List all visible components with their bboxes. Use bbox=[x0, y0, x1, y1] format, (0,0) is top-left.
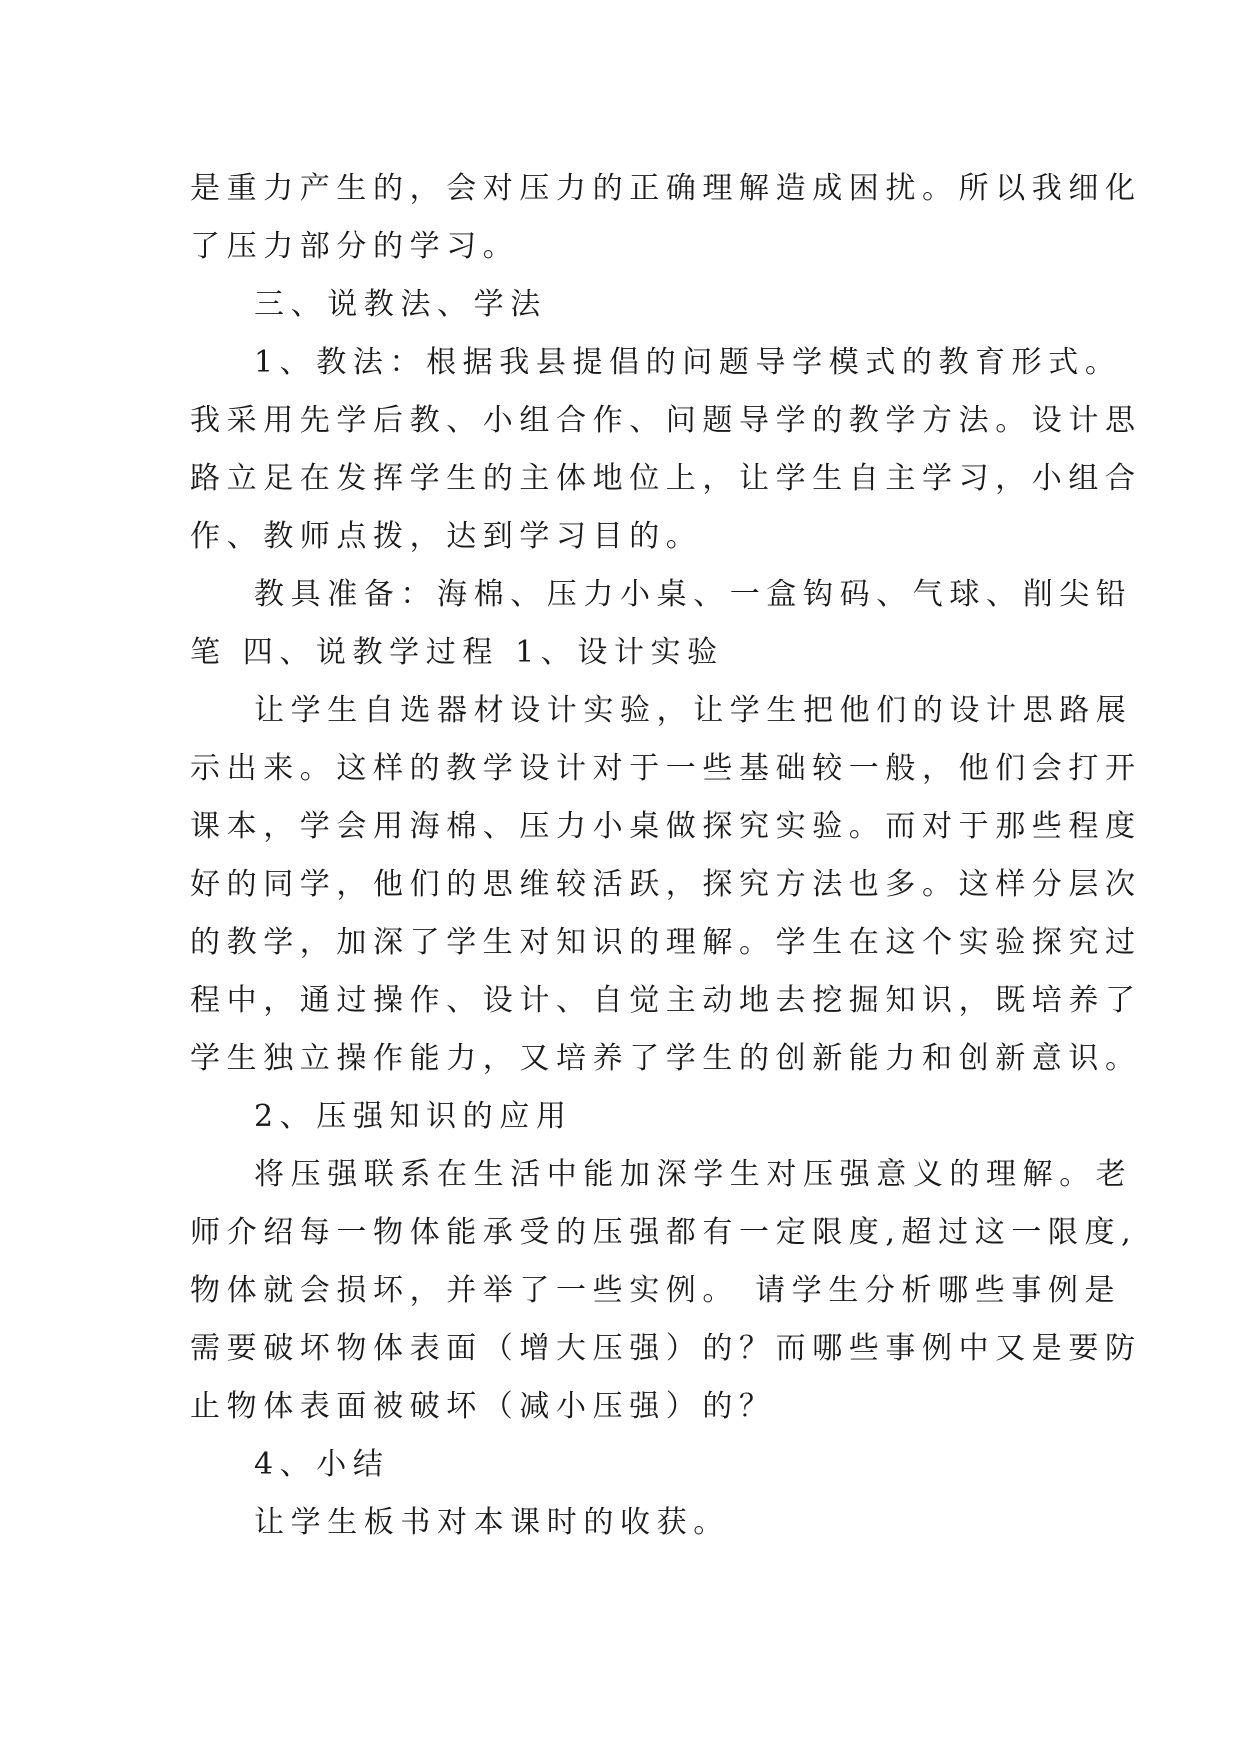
text-line: 了压力部分的学习。 bbox=[190, 229, 520, 264]
text-line: 我采用先学后教、小组合作、问题导学的教学方法。设计思 bbox=[190, 403, 1142, 438]
text-line: 止物体表面被破坏（减小压强）的？ bbox=[190, 1389, 776, 1424]
section-heading: 2、压强知识的应用 bbox=[254, 1099, 573, 1134]
section-heading: 4、小结 bbox=[254, 1447, 390, 1482]
text-line: 的教学，加深了学生对知识的理解。学生在这个实验探究过 bbox=[190, 925, 1142, 960]
text-line: 路立足在发挥学生的主体地位上，让学生自主学习，小组合 bbox=[190, 461, 1142, 496]
section-heading: 三、说教法、学法 bbox=[254, 287, 547, 322]
text-line: 笔 四、说教学过程 1、设计实验 bbox=[190, 635, 724, 670]
text-line: 让学生板书对本课时的收获。 bbox=[254, 1505, 730, 1540]
text-line: 师介绍每一物体能承受的压强都有一定限度,超过这一限度, bbox=[190, 1215, 1138, 1250]
text-line: 让学生自选器材设计实验，让学生把他们的设计思路展 bbox=[254, 693, 1133, 728]
text-line: 示出来。这样的教学设计对于一些基础较一般，他们会打开 bbox=[190, 751, 1142, 786]
document-body bbox=[190, 160, 1142, 1552]
text-line: 作、教师点拨，达到学习目的。 bbox=[190, 519, 703, 554]
text-line: 是重力产生的，会对压力的正确理解造成困扰。所以我细化 bbox=[190, 171, 1142, 206]
text-line: 1、教法：根据我县提倡的问题导学模式的教育形式。 bbox=[254, 345, 1122, 380]
text-line: 学生独立操作能力，又培养了学生的创新能力和创新意识。 bbox=[190, 1041, 1142, 1076]
text-line: 物体就会损坏，并举了一些实例。 请学生分析哪些事例是 bbox=[190, 1273, 1122, 1308]
text-line: 教具准备：海棉、压力小桌、一盒钩码、气球、削尖铅 bbox=[254, 577, 1133, 612]
text-line: 课本，学会用海棉、压力小桌做探究实验。而对于那些程度 bbox=[190, 809, 1142, 844]
text-line: 程中，通过操作、设计、自觉主动地去挖掘知识，既培养了 bbox=[190, 983, 1142, 1018]
text-line: 需要破坏物体表面（增大压强）的？而哪些事例中又是要防 bbox=[190, 1331, 1142, 1366]
text-line: 将压强联系在生活中能加深学生对压强意义的理解。老 bbox=[254, 1157, 1133, 1192]
text-line: 好的同学，他们的思维较活跃，探究方法也多。这样分层次 bbox=[190, 867, 1142, 902]
